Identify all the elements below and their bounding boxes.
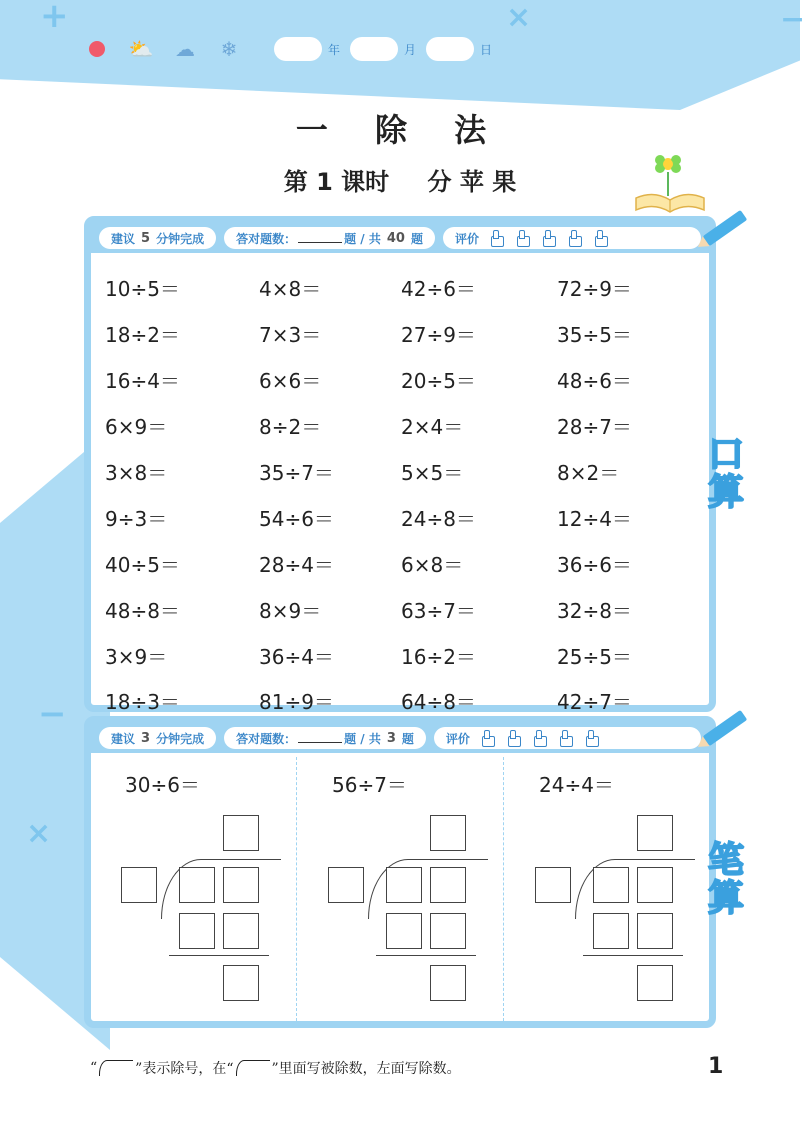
day-label: 日 — [480, 42, 493, 57]
times-decoration: × — [506, 0, 532, 35]
product-tens-box[interactable] — [386, 913, 422, 949]
section-label-written: 笔 算 — [708, 840, 745, 919]
footnote: “ ”表示除号，在“ ”里面写被除数，左面写除数。 — [90, 1060, 461, 1077]
correct-count-blank[interactable] — [298, 233, 342, 243]
sun-icon[interactable] — [80, 36, 114, 62]
arithmetic-problem[interactable]: 8÷2＝ — [259, 415, 322, 440]
division-problem: 56÷7＝ — [332, 773, 407, 797]
subtraction-line — [169, 955, 269, 956]
thumbs-up-icon[interactable] — [541, 230, 555, 246]
arithmetic-problem[interactable]: 16÷2＝ — [401, 644, 476, 669]
correct-count-blank[interactable] — [298, 733, 342, 743]
arithmetic-problem[interactable]: 3×9＝ — [105, 644, 168, 669]
day-field[interactable] — [426, 37, 474, 61]
rain-icon[interactable]: ☁ — [175, 37, 195, 61]
minus-decoration: − — [780, 2, 805, 37]
written-math-section — [84, 716, 716, 1028]
arithmetic-problem[interactable]: 54÷6＝ — [259, 506, 334, 531]
arithmetic-problem[interactable]: 12÷4＝ — [557, 506, 632, 531]
arithmetic-problem[interactable]: 32÷8＝ — [557, 598, 632, 623]
arithmetic-problem[interactable]: 2×4＝ — [401, 415, 464, 440]
long-division-worksheet — [513, 759, 713, 1029]
thumbs-up-icon[interactable] — [558, 730, 572, 746]
subtraction-line — [376, 955, 476, 956]
division-problem: 24÷4＝ — [539, 773, 614, 797]
subtraction-line — [583, 955, 683, 956]
cloud-sun-icon[interactable]: ⛅ — [128, 37, 154, 61]
month-field[interactable] — [350, 37, 398, 61]
written-math-info-bar — [91, 723, 709, 753]
dividend-ones-box[interactable] — [637, 867, 673, 903]
arithmetic-problem[interactable]: 72÷9＝ — [557, 277, 632, 302]
page-title: 一 除 法 — [295, 111, 505, 149]
arithmetic-problem[interactable]: 28÷4＝ — [259, 552, 334, 577]
arithmetic-problem[interactable]: 7×3＝ — [259, 323, 322, 348]
arithmetic-problem[interactable]: 3×8＝ — [105, 461, 168, 485]
date-row — [80, 36, 492, 62]
score-counter: 答对题数： 题 / 共 40 题 — [224, 227, 435, 249]
arithmetic-problem[interactable]: 27÷9＝ — [401, 323, 476, 348]
arithmetic-problem[interactable]: 48÷8＝ — [105, 598, 180, 623]
thumbs-up-icon[interactable] — [506, 730, 520, 746]
book-flower-illustration — [630, 150, 710, 220]
arithmetic-problem[interactable]: 35÷5＝ — [557, 323, 632, 348]
quotient-box[interactable] — [430, 815, 466, 851]
plus-decoration: + — [40, 0, 69, 36]
arithmetic-problem[interactable]: 36÷4＝ — [259, 644, 334, 669]
arithmetic-problem[interactable]: 6×8＝ — [401, 552, 464, 577]
arithmetic-problem[interactable]: 24÷8＝ — [401, 506, 476, 531]
lesson-topic: 分 苹 果 — [427, 168, 517, 196]
arithmetic-problem[interactable]: 8×9＝ — [259, 598, 322, 623]
product-tens-box[interactable] — [179, 913, 215, 949]
page-number: 1 — [708, 1054, 724, 1079]
suggested-time: 建议 5 分钟完成 — [99, 227, 216, 249]
thumbs-up-icon[interactable] — [532, 730, 546, 746]
long-division-worksheet — [99, 759, 299, 1029]
product-tens-box[interactable] — [593, 913, 629, 949]
times-decoration: × — [26, 816, 52, 851]
product-ones-box[interactable] — [223, 913, 259, 949]
dividend-tens-box[interactable] — [179, 867, 215, 903]
minus-decoration: − — [38, 694, 67, 734]
rating: 评价 — [434, 727, 701, 749]
arithmetic-problem[interactable]: 48÷6＝ — [557, 369, 632, 394]
thumbs-up-icon[interactable] — [489, 230, 503, 246]
division-bracket-icon — [236, 1060, 270, 1076]
mental-math-section — [84, 216, 716, 715]
arithmetic-problem[interactable]: 20÷5＝ — [401, 369, 476, 394]
score-counter: 答对题数： 题 / 共 3 题 — [224, 727, 426, 749]
arithmetic-problem[interactable]: 81÷9＝ — [259, 690, 334, 715]
thumbs-up-icon[interactable] — [584, 730, 598, 746]
arithmetic-problem[interactable]: 5×5＝ — [401, 461, 464, 485]
arithmetic-problem[interactable]: 8×2＝ — [557, 461, 620, 485]
month-label: 月 — [404, 42, 417, 57]
quotient-box[interactable] — [223, 815, 259, 851]
mental-math-info-bar — [91, 223, 709, 253]
thumbs-up-icon[interactable] — [480, 730, 494, 746]
divisor-box[interactable] — [328, 867, 364, 903]
dividend-tens-box[interactable] — [386, 867, 422, 903]
thumbs-up-icon[interactable] — [567, 230, 581, 246]
division-problem: 30÷6＝ — [125, 773, 200, 797]
lesson-number: 第 1 课时 — [283, 168, 390, 196]
arithmetic-problem[interactable]: 42÷7＝ — [557, 690, 632, 715]
arithmetic-problem[interactable]: 4×8＝ — [259, 277, 322, 302]
arithmetic-problem[interactable]: 35÷7＝ — [259, 461, 334, 485]
dividend-ones-box[interactable] — [430, 867, 466, 903]
arithmetic-problem[interactable]: 64÷8＝ — [401, 690, 476, 715]
arithmetic-problem[interactable]: 6×9＝ — [105, 415, 168, 440]
quotient-box[interactable] — [637, 815, 673, 851]
snow-icon[interactable]: ❄ — [220, 37, 238, 61]
product-ones-box[interactable] — [637, 913, 673, 949]
arithmetic-problem[interactable]: 9÷3＝ — [105, 506, 168, 531]
year-label: 年 — [328, 42, 341, 57]
long-division-worksheet — [306, 759, 506, 1029]
arithmetic-problem[interactable]: 25÷5＝ — [557, 644, 632, 669]
thumbs-up-icon[interactable] — [593, 230, 607, 246]
remainder-box[interactable] — [430, 965, 466, 1001]
divisor-box[interactable] — [121, 867, 157, 903]
divisor-box[interactable] — [535, 867, 571, 903]
year-field[interactable] — [274, 37, 322, 61]
arithmetic-problem[interactable]: 16÷4＝ — [105, 369, 180, 394]
product-ones-box[interactable] — [430, 913, 466, 949]
rating: 评价 — [443, 227, 701, 249]
section-label-mental: 口 算 — [708, 434, 745, 513]
dividend-tens-box[interactable] — [593, 867, 629, 903]
suggested-time: 建议 3 分钟完成 — [99, 727, 216, 749]
arithmetic-problem[interactable]: 10÷5＝ — [105, 277, 180, 302]
thumbs-up-icon[interactable] — [515, 230, 529, 246]
arithmetic-problem[interactable]: 40÷5＝ — [105, 552, 180, 577]
arithmetic-problem[interactable]: 36÷6＝ — [557, 552, 632, 577]
arithmetic-problem[interactable]: 28÷7＝ — [557, 415, 632, 440]
arithmetic-problem[interactable]: 18÷3＝ — [105, 690, 180, 715]
arithmetic-problem[interactable]: 63÷7＝ — [401, 598, 476, 623]
arithmetic-problem[interactable]: 42÷6＝ — [401, 277, 476, 302]
remainder-box[interactable] — [637, 965, 673, 1001]
remainder-box[interactable] — [223, 965, 259, 1001]
arithmetic-problem[interactable]: 18÷2＝ — [105, 323, 180, 348]
division-bracket-icon — [99, 1060, 133, 1076]
arithmetic-problem[interactable]: 6×6＝ — [259, 369, 322, 394]
dividend-ones-box[interactable] — [223, 867, 259, 903]
problem-grid — [105, 265, 697, 724]
